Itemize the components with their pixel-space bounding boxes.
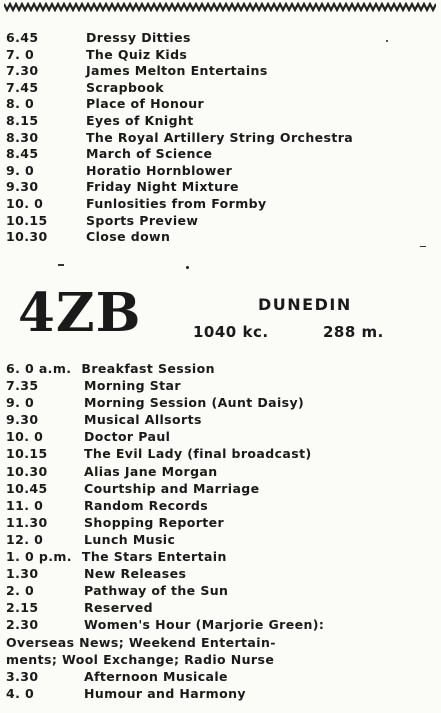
schedule-time: 10.30	[6, 463, 48, 479]
schedule-row	[6, 179, 438, 196]
schedule-time: 8.45	[6, 146, 39, 162]
schedule-time: 9.30	[6, 412, 39, 428]
schedule-row	[6, 163, 438, 180]
schedule-time: 3.30	[6, 668, 39, 684]
schedule-program: Scrapbook	[86, 79, 164, 95]
schedule-row	[6, 428, 438, 445]
schedule-row	[6, 531, 438, 548]
schedule-row	[6, 548, 438, 565]
schedule-program: Friday Night Mixture	[86, 179, 239, 195]
schedule-program: Courtship and Marriage	[84, 480, 260, 496]
schedule-time: 6. 0 a.m.	[6, 361, 72, 376]
schedule-row	[6, 582, 438, 599]
schedule-program: Morning Star	[84, 378, 181, 394]
schedule-time: 2. 0	[6, 583, 35, 599]
schedule-program: Eyes of Knight	[86, 112, 194, 128]
schedule-continuation: Overseas News; Weekend Entertain-	[6, 634, 276, 650]
schedule-row	[6, 565, 438, 582]
schedule-time: 7.35	[6, 378, 39, 394]
print-mark	[58, 264, 64, 266]
schedule-row	[6, 514, 438, 531]
print-speck	[386, 40, 388, 42]
schedule-program: James Melton Entertains	[86, 63, 268, 79]
schedule-program: New Releases	[84, 566, 187, 582]
schedule-program: Horatio Hornblower	[86, 162, 233, 178]
schedule-program: The Stars Entertain	[81, 549, 227, 565]
schedule-program: Pathway of the Sun	[84, 583, 229, 599]
schedule-row	[6, 411, 438, 428]
schedule-time: 10.30	[6, 229, 48, 245]
schedule-time: 2.15	[6, 600, 39, 616]
schedule-time: 1. 0 p.m.	[6, 549, 72, 565]
schedule-row	[6, 96, 438, 113]
schedule-time: 6.45	[6, 30, 39, 45]
schedule-row	[6, 445, 438, 462]
schedule-row	[6, 229, 438, 246]
schedule-row	[6, 113, 438, 130]
schedule-program: Afternoon Musicale	[84, 668, 228, 684]
schedule-time: 4. 0	[6, 685, 35, 701]
schedule-time: 7. 0	[6, 46, 35, 62]
schedule-program: Funlosities from Formby	[86, 195, 267, 211]
schedule-row	[6, 146, 438, 163]
station-wavelength: 288 m.	[323, 323, 384, 341]
schedule-row	[6, 616, 438, 633]
schedule-row	[6, 47, 438, 64]
schedule-program: Shopping Reporter	[84, 514, 225, 530]
station-callsign: 4ZB	[18, 282, 142, 344]
schedule-time: 10. 0	[6, 429, 44, 445]
schedule-program: Sports Preview	[86, 212, 199, 228]
schedule-program: Dressy Ditties	[86, 30, 191, 45]
schedule-program: Lunch Music	[84, 531, 176, 547]
station-frequency: 1040 kc.	[193, 323, 269, 341]
schedule-time: 8.30	[6, 129, 39, 145]
schedule-row	[6, 213, 438, 230]
schedule-row	[6, 685, 438, 702]
schedule-program: Alias Jane Morgan	[84, 463, 218, 479]
print-mark	[420, 246, 426, 247]
schedule-time: 9.30	[6, 179, 39, 195]
schedule-time: 2.30	[6, 617, 39, 633]
lower-schedule	[6, 360, 438, 702]
schedule-program: Close down	[86, 229, 171, 245]
schedule-row	[6, 599, 438, 616]
schedule-time: 8. 0	[6, 96, 35, 112]
schedule-time: 9. 0	[6, 162, 35, 178]
schedule-row	[6, 480, 438, 497]
schedule-program: Musical Allsorts	[84, 412, 202, 428]
schedule-time: 8.15	[6, 112, 39, 128]
schedule-program: Random Records	[84, 497, 209, 513]
schedule-program: Breakfast Session	[81, 361, 215, 376]
station-header	[18, 283, 438, 353]
schedule-time: 7.45	[6, 79, 39, 95]
schedule-row	[6, 63, 438, 80]
schedule-row	[6, 30, 438, 47]
schedule-row	[6, 360, 438, 377]
schedule-program: Place of Honour	[86, 96, 205, 112]
schedule-program: Doctor Paul	[84, 429, 171, 445]
schedule-row	[6, 463, 438, 480]
print-speck	[186, 266, 189, 269]
schedule-time: 7.30	[6, 63, 39, 79]
schedule-time: 12. 0	[6, 531, 44, 547]
schedule-program: March of Science	[86, 146, 213, 162]
schedule-time: 9. 0	[6, 395, 35, 411]
schedule-row	[6, 394, 438, 411]
schedule-row	[6, 80, 438, 97]
schedule-program: The Quiz Kids	[86, 46, 188, 62]
schedule-row	[6, 130, 438, 147]
schedule-time: 10.15	[6, 212, 48, 228]
schedule-row	[6, 377, 438, 394]
schedule-program: The Evil Lady (final broadcast)	[84, 446, 312, 462]
schedule-program: The Royal Artillery String Orchestra	[86, 129, 354, 145]
schedule-program: Morning Session (Aunt Daisy)	[84, 395, 305, 411]
schedule-row	[6, 668, 438, 685]
schedule-time: 10.15	[6, 446, 48, 462]
schedule-continuation: ments; Wool Exchange; Radio Nurse	[6, 651, 275, 667]
schedule-time: 10. 0	[6, 195, 44, 211]
schedule-program: Reserved	[84, 600, 153, 616]
station-city: DUNEDIN	[258, 295, 352, 314]
schedule-time: 11. 0	[6, 497, 44, 513]
schedule-program: Humour and Harmony	[84, 685, 246, 701]
schedule-row	[6, 497, 438, 514]
decorative-zigzag-border	[4, 2, 436, 12]
upper-schedule	[6, 30, 438, 246]
schedule-time: 1.30	[6, 566, 39, 582]
schedule-program: Women's Hour (Marjorie Green):	[84, 617, 325, 633]
schedule-time: 11.30	[6, 514, 48, 530]
schedule-time: 10.45	[6, 480, 48, 496]
schedule-row	[6, 196, 438, 213]
